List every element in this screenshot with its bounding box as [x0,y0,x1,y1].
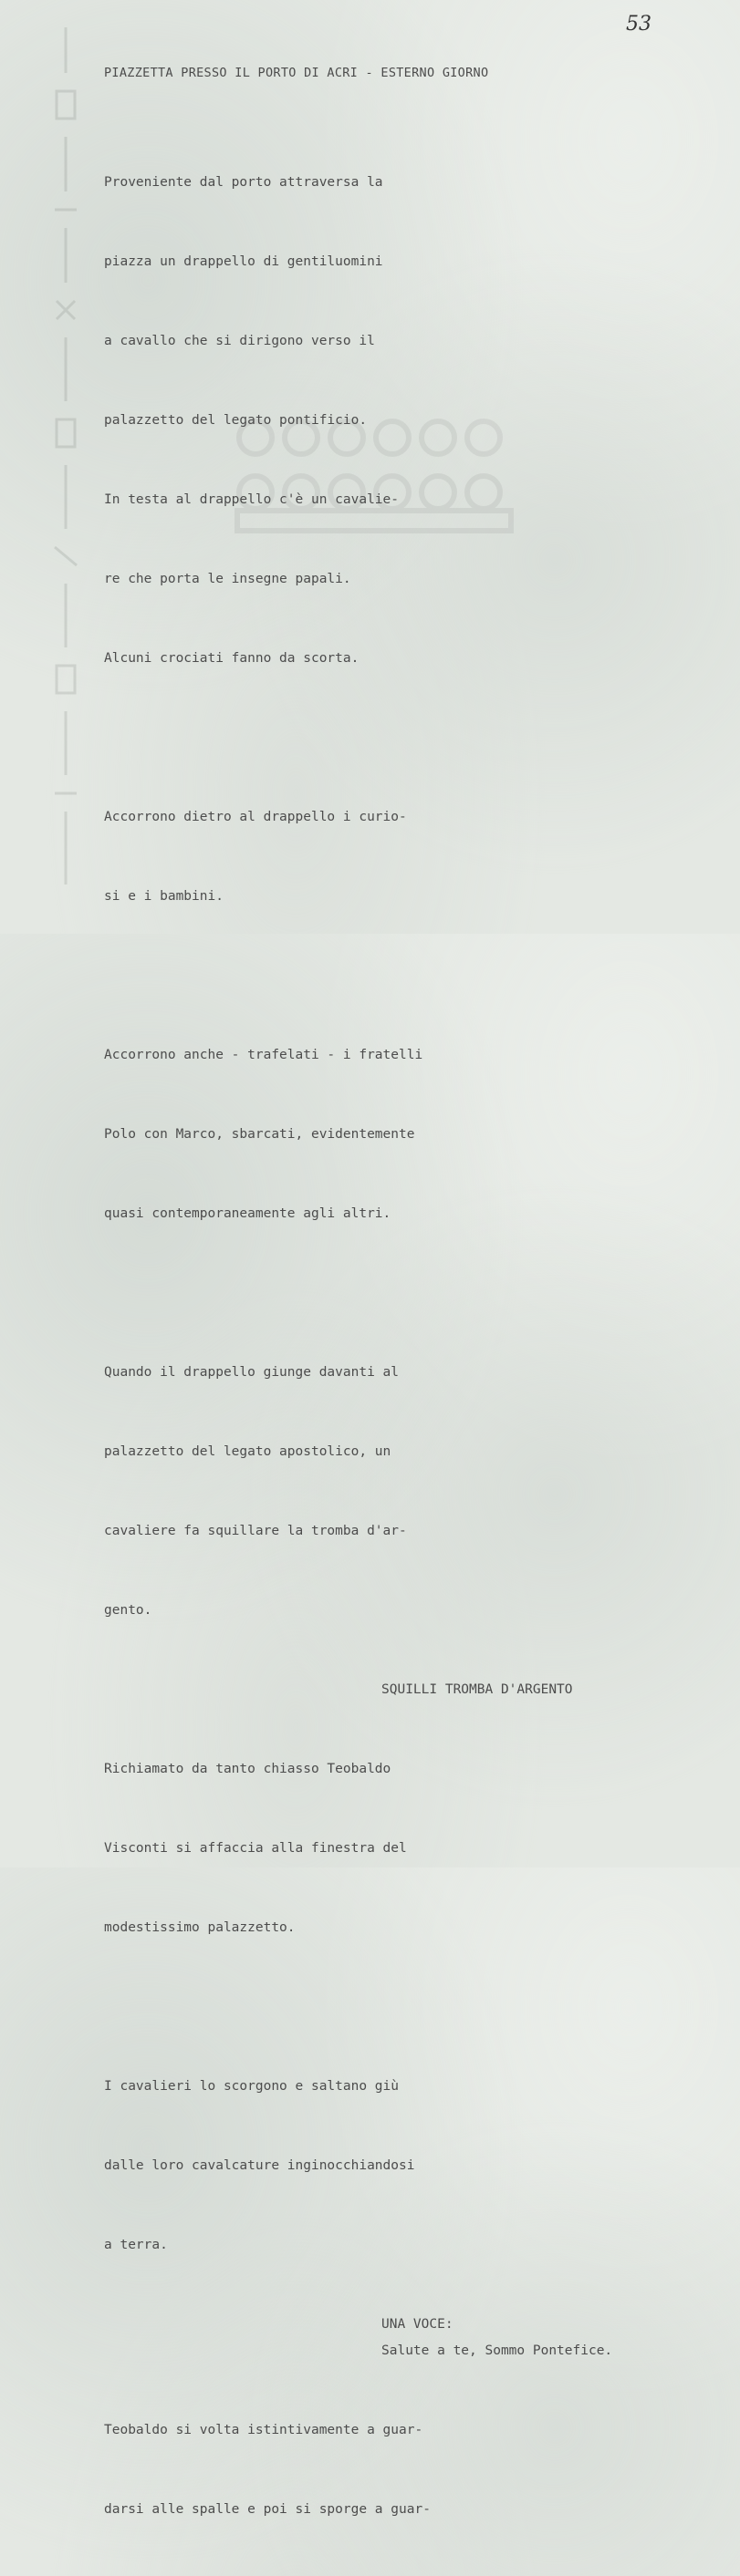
paragraph-4 [104,1307,615,1677]
text-line: Accorrono anche - trafelati - i fratelli [104,1048,423,1062]
paragraph-1 [104,117,615,725]
edge-stamp-mark [47,18,84,921]
text-line: si e i bambini. [104,889,224,904]
text-line: quasi contemporaneamente agli altri. [104,1206,391,1221]
text-line: Polo con Marco, sbarcati, evidentemente [104,1127,415,1142]
text-line: re che porta le insegne papali. [104,572,351,586]
text-line: gento. [104,1603,152,1618]
text-line: Proveniente dal porto attraversa la [104,175,383,190]
dialogue-character: UNA VOCE: [381,2317,453,2332]
sound-cue: SQUILLI TROMBA D'ARGENTO [381,1682,573,1697]
text-line: modestissimo palazzetto. [104,1920,296,1935]
scene-heading: PIAZZETTA PRESSO IL PORTO DI ACRI - ESTERNO GIORNO [104,66,489,80]
paragraph-3 [104,989,615,1280]
paragraph-7 [104,2364,615,2576]
text-line: Accorrono dietro al drappello i curio- [104,810,407,824]
text-line: Quando il drappello giunge davanti al [104,1365,400,1380]
text-line: palazzetto del legato apostolico, un [104,1444,391,1459]
text-line: dalle loro cavalcature inginocchiandosi [104,2158,415,2173]
paragraph-6 [104,2021,615,2312]
paragraph-5 [104,1703,615,1994]
text-line: I cavalieri lo scorgono e saltano giù [104,2079,400,2094]
paragraph-2 [104,751,615,963]
text-line: Teobaldo si volta istintivamente a guar- [104,2423,423,2437]
text-line: cavaliere fa squillare la tromba d'ar- [104,1524,407,1538]
dialogue-line: Salute a te, Sommo Pontefice. [381,2343,613,2358]
text-line: In testa al drappello c'è un cavalie- [104,492,400,507]
text-line: Alcuni crociati fanno da scorta. [104,651,360,666]
page-number: 53 [626,13,651,36]
text-line: piazza un drappello di gentiluomini [104,254,383,269]
text-line: a cavallo che si dirigono verso il [104,334,375,348]
text-line: a terra. [104,2238,168,2252]
text-line: Richiamato da tanto chiasso Teobaldo [104,1762,391,1776]
text-line: darsi alle spalle e poi si sporge a guar- [104,2502,431,2517]
text-line: palazzetto del legato pontificio. [104,413,368,428]
script-body [104,117,615,2576]
text-line: Visconti si affaccia alla finestra del [104,1841,407,1856]
